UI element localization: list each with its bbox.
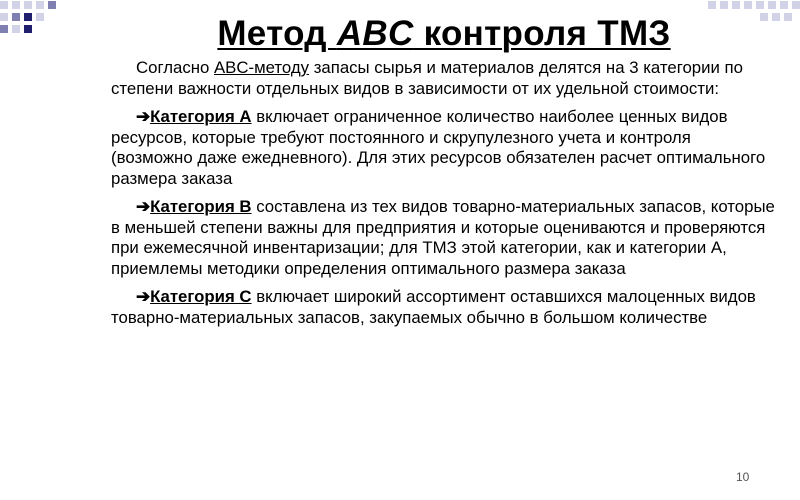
slide-title [0, 14, 800, 54]
category-b-text: составлена из тех видов товарно-материальных запасов, которые в меньшей степени важны для предприятия и которые оцениваются и проверяются при ежемесячной инвентаризации; для ТМЗ этой категории, как и категории А, приемлемы методики определения оптимального размера заказа [111, 197, 775, 278]
arrow-icon: ➔ [136, 107, 151, 126]
arrow-icon: ➔ [136, 197, 151, 216]
slide-body [111, 58, 776, 328]
title-suffix: контроля ТМЗ [413, 14, 671, 53]
title-prefix: Метод [217, 14, 337, 53]
category-b-label: Категория В [150, 197, 252, 216]
abc-method-term: ABC-методу [213, 58, 310, 77]
category-a-label: Категория А [150, 107, 252, 126]
category-a-text: включает ограниченное количество наиболее ценных видов ресурсов, которые требуют постоянного и скрупулезного учета и контроля (возможно даже ежедневного). Для этих ресурсов обязателен расчет оптимального размера заказа [111, 107, 766, 188]
category-c-label: Категория С [150, 287, 252, 306]
intro-text-before: Согласно [136, 58, 214, 77]
title-abc: ABC [336, 14, 414, 53]
page-number: 10 [736, 470, 750, 484]
category-c-paragraph [111, 287, 776, 328]
intro-paragraph [111, 58, 776, 99]
arrow-icon: ➔ [136, 287, 151, 306]
category-b-paragraph [111, 197, 776, 279]
intro-text-after: запасы сырья и материалов делятся на 3 категории по степени важности отдельных видов в зависимости от их удельной стоимости: [111, 58, 743, 98]
category-a-paragraph [111, 107, 776, 189]
category-c-text: включает широкий ассортимент оставшихся малоценных видов товарно-материальных запасов, закупаемых обычно в большом количестве [111, 287, 756, 327]
